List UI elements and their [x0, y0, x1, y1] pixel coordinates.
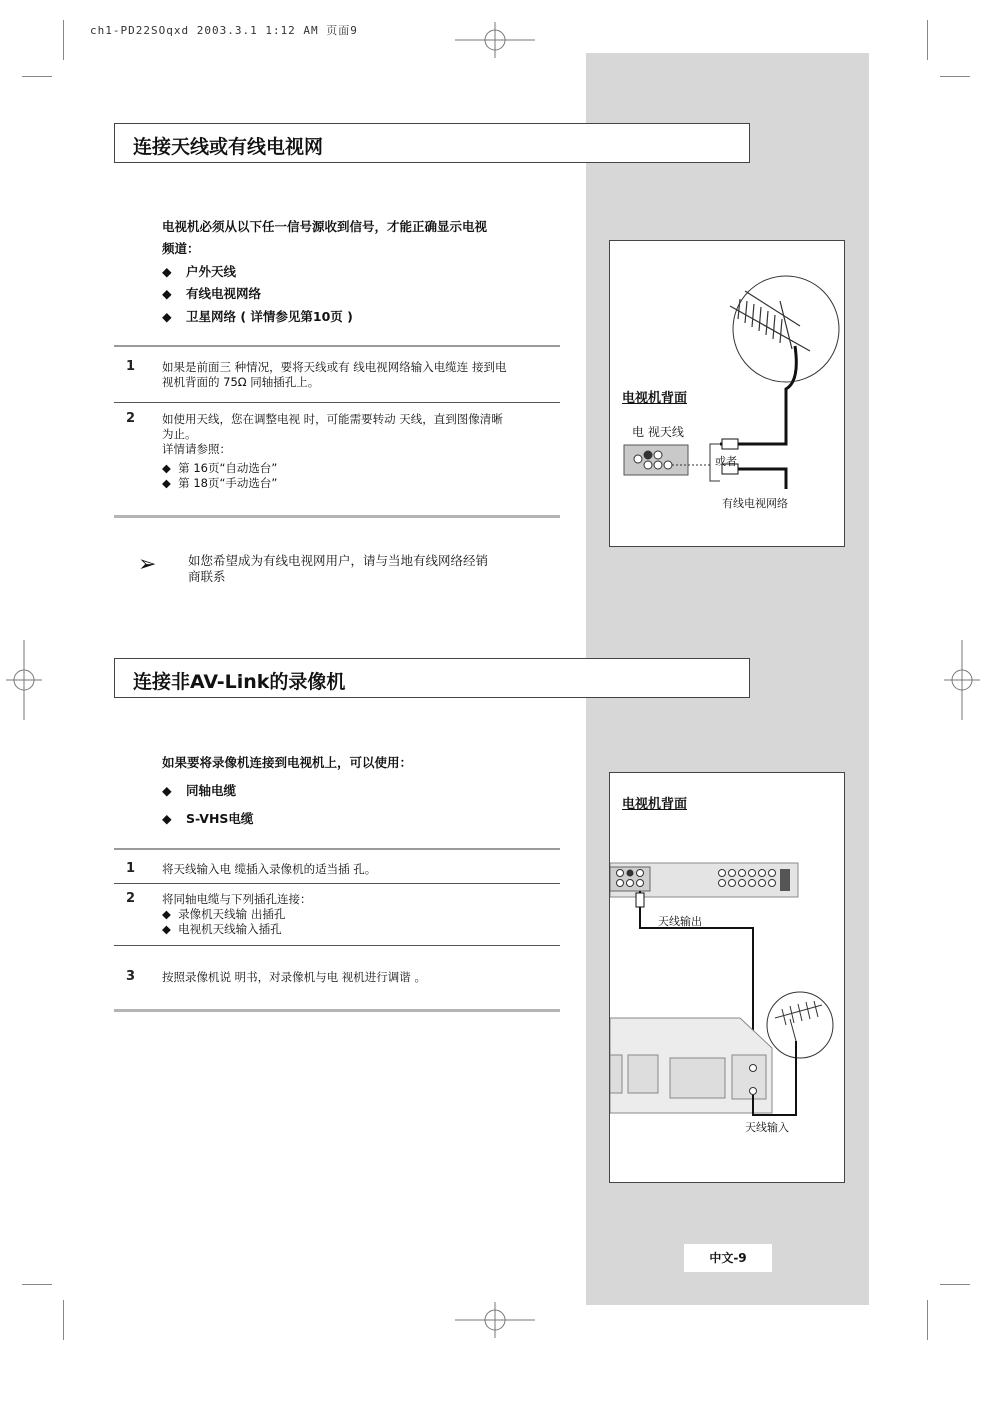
crop-mark	[22, 1284, 52, 1285]
bullet-icon: ◆	[162, 264, 172, 279]
intro-line: 电视机必须从以下任一信号源收到信号，才能正确显示电视	[162, 219, 488, 234]
intro-line: 频道：	[162, 241, 200, 256]
registration-mark-right	[944, 640, 980, 720]
cable-network-label: 有线电视网络	[722, 497, 788, 510]
crop-mark	[22, 76, 52, 77]
figure-caption: 电视机背面	[622, 797, 688, 812]
antenna-connection-figure	[609, 240, 845, 547]
sub-bullet: ◆ 录像机天线输 出插孔	[162, 907, 286, 921]
or-label: 或者	[715, 455, 737, 468]
file-info-line: ch1-PD22SOqxd 2003.3.1 1:12 AM 页面9	[90, 24, 358, 37]
antenna-in-label: 天线输入	[745, 1121, 789, 1134]
divider	[114, 345, 560, 347]
step-number: 2	[126, 891, 136, 906]
bullet-item: ◆ 户外天线	[162, 264, 237, 279]
crop-mark	[927, 1300, 928, 1340]
divider	[114, 848, 560, 850]
antenna-out-label: 天线输出	[658, 915, 702, 928]
page-number: 中文-9	[684, 1244, 772, 1272]
step-text: 将天线输入电 缆插入录像机的适当插 孔。	[162, 862, 377, 876]
bullet-icon: ◆	[162, 309, 172, 324]
bullet-item: ◆ 同轴电缆	[162, 783, 237, 798]
vcr-diagram	[610, 773, 846, 1184]
crop-mark	[927, 20, 928, 60]
crop-mark	[940, 76, 970, 77]
step-text: 如使用天线，您在调整电视 时，可能需要转动 天线，直到图像清晰 为止。 详情请参照：	[162, 412, 503, 456]
divider	[114, 515, 560, 518]
divider	[114, 402, 560, 403]
bullet-item: ◆ S-VHS电缆	[162, 811, 254, 826]
note-arrow-icon: ➢	[138, 552, 157, 577]
note-text: 如您希望成为有线电视网用户，请与当地有线网络经销 商联系	[188, 553, 489, 584]
divider	[114, 1009, 560, 1012]
step-text: 按照录像机说 明书，对录像机与电 视机进行调谐 。	[162, 970, 426, 984]
crop-mark	[63, 1300, 64, 1340]
bullet-icon: ◆	[162, 476, 171, 490]
sub-bullet: ◆ 电视机天线输入插孔	[162, 922, 282, 936]
tv-antenna-label: 电 视天线	[632, 425, 684, 439]
bullet-item: ◆ 卫星网络 ( 详情参见第10页 )	[162, 309, 353, 324]
section2-intro: 如果要将录像机连接到电视机上，可以使用：	[162, 755, 413, 770]
bullet-icon: ◆	[162, 907, 171, 921]
crop-mark	[940, 1284, 970, 1285]
figure-caption: 电视机背面	[622, 391, 688, 406]
divider	[114, 883, 560, 884]
bullet-icon: ◆	[162, 811, 172, 826]
section2-title: 连接非AV-Link的录像机	[133, 671, 346, 693]
step-number: 3	[126, 969, 136, 984]
step-number: 1	[126, 359, 136, 374]
registration-mark-top	[455, 22, 535, 58]
sub-bullet: ◆ 第 16页“自动选台”	[162, 461, 278, 475]
bullet-icon: ◆	[162, 461, 171, 475]
bullet-icon: ◆	[162, 783, 172, 798]
divider	[114, 945, 560, 946]
step-number: 1	[126, 861, 136, 876]
step-text: 如果是前面三 种情况，要将天线或有 线电视网络输入电缆连 接到电 视机背面的 75Ω 同轴插孔上。	[162, 360, 507, 389]
bullet-item: ◆ 有线电视网络	[162, 286, 262, 301]
step-text: 将同轴电缆与下列插孔连接：	[162, 892, 312, 906]
section1-title: 连接天线或有线电视网	[133, 136, 324, 158]
step-number: 2	[126, 411, 136, 426]
registration-mark-left	[6, 640, 42, 720]
section2-title-box	[114, 658, 750, 698]
section1-title-box	[114, 123, 750, 163]
sub-bullet: ◆ 第 18页“手动选台”	[162, 476, 278, 490]
section1-intro	[162, 216, 487, 260]
vcr-connection-figure	[609, 772, 845, 1183]
crop-mark	[63, 20, 64, 60]
registration-mark-bottom	[455, 1302, 535, 1338]
bullet-icon: ◆	[162, 286, 172, 301]
bullet-icon: ◆	[162, 922, 171, 936]
